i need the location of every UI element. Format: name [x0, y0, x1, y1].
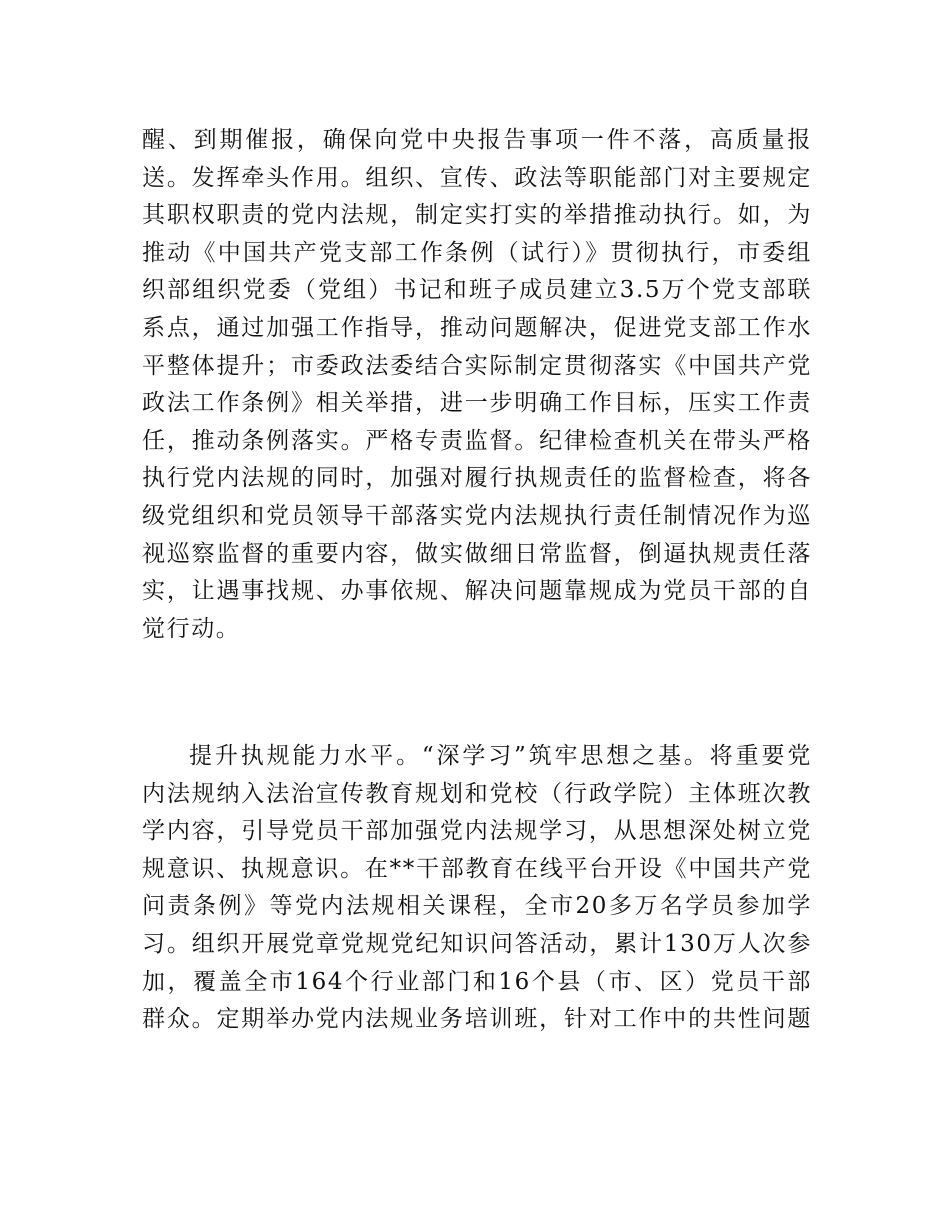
paragraph-line: 平整体提升；市委政法委结合实际制定贯彻落实《中国共产党: [142, 352, 812, 379]
paragraph-line: 问责条例》等党内法规相关课程，全市20多万名学员参加学: [142, 893, 812, 920]
paragraph-1: [142, 122, 812, 648]
paragraph-line: 系点，通过加强工作指导，推动问题解决，促进党支部工作水: [142, 314, 812, 341]
paragraph-line: 学内容，引导党员干部加强党内法规学习，从思想深处树立党: [142, 818, 812, 845]
paragraph-line: 视巡察监督的重要内容，做实做细日常监督，倒逼执规责任落: [142, 540, 812, 567]
paragraph-line: 级党组织和党员领导干部落实党内法规执行责任制情况作为巡: [142, 502, 812, 529]
paragraph-2: [142, 738, 812, 1039]
paragraph-line: 群众。定期举办党内法规业务培训班，针对工作中的共性问题: [142, 1006, 812, 1033]
paragraph-line: 醒、到期催报，确保向党中央报告事项一件不落，高质量报: [142, 127, 812, 153]
paragraph-line: 其职权职责的党内法规，制定实打实的举措推动执行。如，为: [142, 202, 812, 229]
paragraph-line: 执行党内法规的同时，加强对履行执规责任的监督检查，将各: [142, 465, 812, 492]
paragraph-line: 内法规纳入法治宣传教育规划和党校（行政学院）主体班次教: [142, 780, 812, 807]
paragraph-line: 推动《中国共产党支部工作条例（试行）》贯彻执行，市委组: [142, 239, 812, 266]
paragraph-line: 实，让遇事找规、办事依规、解决问题靠规成为党员干部的自: [142, 578, 812, 605]
paragraph-line: 规意识、执规意识。在**干部教育在线平台开设《中国共产党: [142, 855, 812, 882]
paragraph-line: 提升执规能力水平。“深学习”筑牢思想之基。将重要党: [189, 743, 812, 769]
paragraph-line: 送。发挥牵头作用。组织、宣传、政法等职能部门对主要规定: [142, 164, 812, 191]
paragraph-line: 织部组织党委（党组）书记和班子成员建立3.5万个党支部联: [142, 277, 812, 304]
paragraph-line: 任，推动条例落实。严格专责监督。纪律检查机关在带头严格: [142, 427, 812, 454]
paragraph-line: 加，覆盖全市164个行业部门和16个县（市、区）党员干部: [142, 968, 812, 995]
paragraph-line: 政法工作条例》相关举措，进一步明确工作目标，压实工作责: [142, 390, 812, 417]
paragraph-line: 习。组织开展党章党规党纪知识问答活动，累计130万人次参: [142, 930, 812, 957]
paragraph-line: 觉行动。: [142, 615, 241, 642]
